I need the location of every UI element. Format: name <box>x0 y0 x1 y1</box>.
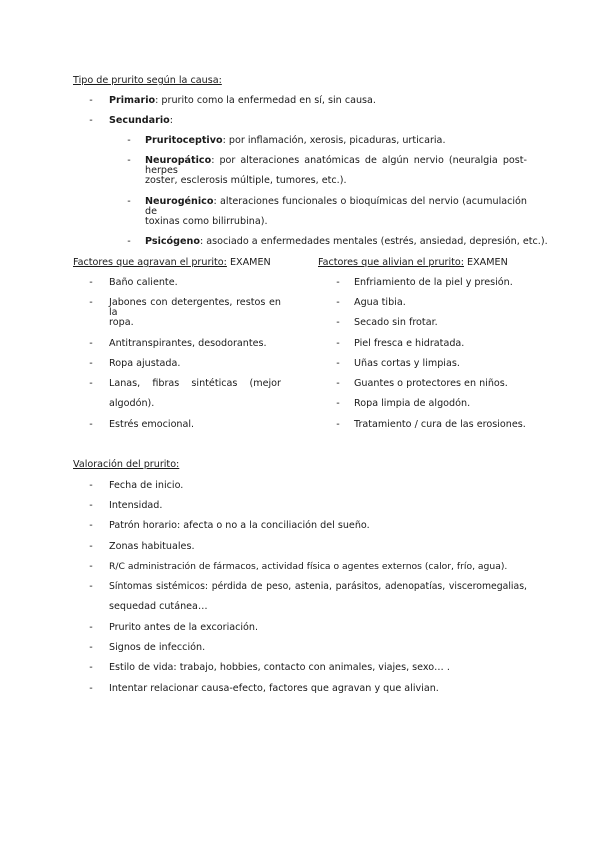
list-item: Uñas cortas y limpias. <box>354 358 460 369</box>
list-dash: - <box>336 317 340 328</box>
list-dash: - <box>336 277 340 288</box>
list-dash: - <box>89 297 93 308</box>
list-item-secondary <box>109 116 173 126</box>
list-dash: - <box>89 358 93 369</box>
list-item: Estilo de vida: trabajo, hobbies, contacto con animales, viajes, sexo… . <box>109 662 450 673</box>
section-title-aggravating: Factores que agravan el prurito: <box>73 257 227 268</box>
list-dash: - <box>89 277 93 288</box>
list-dash: - <box>127 135 131 146</box>
list-item-primary <box>109 96 376 106</box>
list-item-neurogenic <box>145 197 527 216</box>
list-item: Intentar relacionar causa-efecto, factores que agravan y que alivian. <box>109 683 439 694</box>
list-item: Ropa limpia de algodón. <box>354 398 471 409</box>
list-item: Jabones con detergentes, restos en la <box>109 297 281 318</box>
term-label: Psicógeno <box>145 236 200 247</box>
list-dash: - <box>336 297 340 308</box>
list-item: Agua tibia. <box>354 297 406 308</box>
list-dash: - <box>89 561 93 572</box>
list-item: Fecha de inicio. <box>109 480 184 491</box>
list-dash: - <box>336 378 340 389</box>
list-dash: - <box>89 520 93 531</box>
list-item-pruritoceptive <box>145 136 446 146</box>
list-dash: - <box>89 541 93 552</box>
term-label: Pruritoceptivo <box>145 135 223 146</box>
list-item: Prurito antes de la excoriación. <box>109 622 259 633</box>
list-item: Tratamiento / cura de las erosiones. <box>354 419 526 430</box>
list-item: Antitranspirantes, desodorantes. <box>109 338 267 349</box>
list-item: Zonas habituales. <box>109 541 195 552</box>
list-dash: - <box>89 338 93 349</box>
list-dash: - <box>127 236 131 247</box>
list-item-cont: sequedad cutánea… <box>109 601 208 612</box>
aggravating-factors-heading <box>73 258 271 268</box>
list-item-cont: ropa. <box>109 317 134 328</box>
list-dash: - <box>89 683 93 694</box>
list-item: Enfriamiento de la piel y presión. <box>354 277 513 288</box>
relieving-factors-heading <box>318 258 508 268</box>
list-dash: - <box>89 622 93 633</box>
list-dash: - <box>336 338 340 349</box>
list-dash: - <box>89 419 93 430</box>
term-label: Primario <box>109 95 156 106</box>
list-dash: - <box>89 500 93 511</box>
term-text: : <box>169 115 173 126</box>
term-text: : por alteraciones anatómicas de algún nervio (neuralgia post-herpes <box>145 155 527 176</box>
list-dash: - <box>89 95 93 106</box>
list-dash: - <box>336 398 340 409</box>
list-item: R/C administración de fármacos, actividad física o agentes externos (calor, frío, agua). <box>109 561 508 572</box>
list-item: Lanas, fibras sintéticas (mejor <box>109 378 281 389</box>
term-label: Neuropático <box>145 155 212 166</box>
term-text: : por inflamación, xerosis, picaduras, urticaria. <box>222 135 446 146</box>
list-item-neuropathic-cont: zoster, esclerosis múltiple, tumores, etc.). <box>145 175 347 186</box>
list-dash: - <box>336 419 340 430</box>
list-dash: - <box>89 378 93 389</box>
term-label: Secundario <box>109 115 170 126</box>
list-dash: - <box>127 196 131 207</box>
list-item-cont: algodón). <box>109 398 155 409</box>
list-item: Estrés emocional. <box>109 419 195 430</box>
list-item: Guantes o protectores en niños. <box>354 378 508 389</box>
list-dash: - <box>336 358 340 369</box>
exam-tag: EXAMEN <box>226 257 271 268</box>
list-dash: - <box>89 642 93 653</box>
list-item: Síntomas sistémicos: pérdida de peso, astenia, parásitos, adenopatías, visceromegalias, <box>109 581 527 592</box>
list-item: Ropa ajustada. <box>109 358 181 369</box>
list-item: Secado sin frotar. <box>354 317 438 328</box>
term-text: : prurito como la enfermedad en sí, sin causa. <box>155 95 376 106</box>
exam-tag: EXAMEN <box>464 257 508 268</box>
list-item: Intensidad. <box>109 500 163 511</box>
list-item-neuropathic <box>145 156 527 175</box>
list-dash: - <box>127 155 131 166</box>
section-title-assessment: Valoración del prurito: <box>73 459 180 470</box>
list-item-neurogenic-cont: toxinas como bilirrubina). <box>145 216 268 227</box>
list-item: Baño caliente. <box>109 277 178 288</box>
term-text: : alteraciones funcionales o bioquímicas del nervio (acumulación de <box>145 196 527 217</box>
list-item: Signos de infección. <box>109 642 206 653</box>
list-item-psychogenic <box>145 237 548 247</box>
section-title-relieving: Factores que alivian el prurito: <box>318 257 464 268</box>
list-dash: - <box>89 662 93 673</box>
list-dash: - <box>89 480 93 491</box>
section-title-pruritus-type: Tipo de prurito según la causa: <box>73 75 222 86</box>
list-dash: - <box>89 581 93 592</box>
list-dash: - <box>89 115 93 126</box>
list-item: Patrón horario: afecta o no a la conciliación del sueño. <box>109 520 370 531</box>
term-label: Neurogénico <box>145 196 214 207</box>
term-text: : asociado a enfermedades mentales (estrés, ansiedad, depresión, etc.). <box>199 236 548 247</box>
list-item: Piel fresca e hidratada. <box>354 338 465 349</box>
